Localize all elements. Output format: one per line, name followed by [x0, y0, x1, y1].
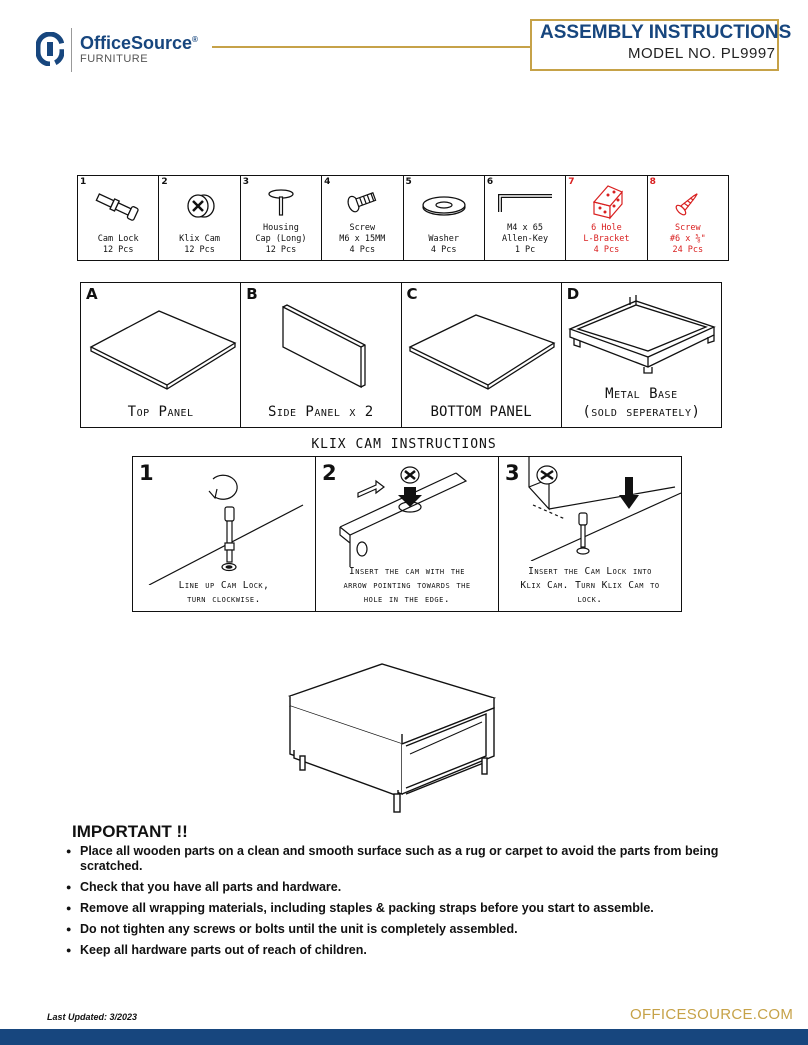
step-label: Insert the cam with the arrow pointing towards the hole in the edge.: [343, 566, 471, 605]
panel-label: Metal Base (sold seperately): [582, 386, 701, 420]
hardware-label: Washer 4 Pcs: [428, 234, 460, 255]
hardware-item-l-bracket: [566, 176, 647, 260]
list-item: ● Check that you have all parts and hardware.: [66, 880, 766, 895]
brand-subtitle: FURNITURE: [80, 53, 149, 65]
hardware-label: Screw M6 x 15MM 4 Pcs: [339, 223, 386, 255]
officesource-logo-icon: [36, 32, 64, 66]
cam-lock-icon: [92, 186, 144, 226]
panels-table: [80, 282, 722, 428]
hardware-number: 4: [324, 177, 331, 187]
hardware-item-klix-cam: [159, 176, 240, 260]
hardware-item-screw-m6: [322, 176, 403, 260]
panel-a: [81, 283, 241, 427]
hardware-number: 3: [242, 177, 250, 187]
klix-steps-table: [132, 456, 682, 612]
step-3-drawing: [525, 457, 685, 561]
hardware-number: 6: [486, 177, 494, 187]
model-number: MODEL NO. PL9997: [628, 45, 776, 62]
header-rule: [212, 46, 530, 48]
hardware-number: 8: [649, 177, 656, 187]
page-title: ASSEMBLY INSTRUCTIONS: [540, 22, 792, 43]
hardware-label: M4 x 65 Allen-Key 1 Pc: [502, 223, 549, 255]
panel-label: Top Panel: [127, 404, 194, 420]
klix-step-1: [133, 457, 316, 611]
hardware-number: 7: [568, 177, 575, 187]
housing-cap-icon: [261, 186, 301, 220]
panel-d: [562, 283, 721, 427]
step-2-drawing: [336, 463, 496, 567]
last-updated: Last Updated: 3/2023: [47, 1012, 138, 1022]
hardware-item-washer: [404, 176, 485, 260]
panel-label: BOTTOM PANEL: [430, 404, 532, 420]
list-item: ● Do not tighten any screws or bolts until the unit is completely assembled.: [66, 922, 766, 937]
step-number: 2: [322, 461, 337, 485]
metal-base-drawing: [566, 291, 718, 375]
hardware-label: Cam Lock 12 Pcs: [97, 234, 139, 255]
top-panel-drawing: [89, 305, 239, 395]
footer-bar: [0, 1029, 808, 1045]
list-item: ● Keep all hardware parts out of reach of children.: [66, 943, 766, 958]
step-label: Insert the Cam Lock into Klix Cam. Turn Klix Cam to lock.: [520, 566, 660, 605]
step-number: 3: [505, 461, 520, 485]
list-item: ● Place all wooden parts on a clean and smooth surface such as a rug or carpet to avoid the parts from being scratched.: [66, 844, 766, 874]
hardware-number: 5: [405, 177, 412, 187]
panel-c: [402, 283, 562, 427]
panel-letter: D: [566, 285, 580, 303]
panel-letter: B: [246, 285, 258, 303]
panel-b: [241, 283, 401, 427]
klix-step-3: [499, 457, 681, 611]
brand-name: OfficeSource®: [80, 33, 198, 53]
hardware-item-cam-lock: [78, 176, 159, 260]
hardware-label: 6 Hole L-Bracket 4 Pcs: [583, 223, 630, 255]
assembled-table-drawing: [282, 662, 512, 822]
hardware-label: Klix Cam 12 Pcs: [179, 234, 221, 255]
step-number: 1: [139, 461, 154, 485]
hardware-number: 1: [80, 177, 87, 187]
panel-label: Side Panel x 2: [268, 404, 374, 420]
website-link[interactable]: OFFICESOURCE.COM: [630, 1006, 794, 1023]
wood-screw-icon: [673, 188, 703, 218]
logo-divider: [71, 28, 72, 72]
klix-step-2: [316, 457, 499, 611]
klix-cam-icon: [180, 186, 220, 226]
allen-key-icon: [494, 188, 556, 216]
list-item: ● Remove all wrapping materials, including staples & packing straps before you start to assemble.: [66, 901, 766, 916]
panel-letter: A: [86, 285, 98, 303]
bottom-panel-drawing: [408, 309, 558, 395]
panel-letter: C: [406, 285, 418, 303]
hardware-label: Screw #6 x ⅝" 24 Pcs: [669, 223, 706, 255]
screw-icon: [342, 186, 382, 216]
hardware-number: 2: [161, 177, 168, 187]
washer-icon: [419, 194, 469, 218]
hardware-item-housing-cap: [241, 176, 322, 260]
important-list: [66, 844, 766, 964]
l-bracket-icon: [586, 182, 626, 220]
klix-section-title: KLIX CAM INSTRUCTIONS: [311, 437, 497, 452]
hardware-label: Housing Cap (Long) 12 Pcs: [255, 223, 307, 255]
step-1-drawing: [143, 465, 313, 585]
hardware-table: [77, 175, 729, 261]
step-label: Line up Cam Lock, turn clockwise.: [178, 580, 270, 605]
hardware-item-wood-screw: [648, 176, 728, 260]
hardware-item-allen-key: [485, 176, 566, 260]
important-heading: IMPORTANT !!: [72, 822, 188, 841]
side-panel-drawing: [277, 303, 377, 393]
